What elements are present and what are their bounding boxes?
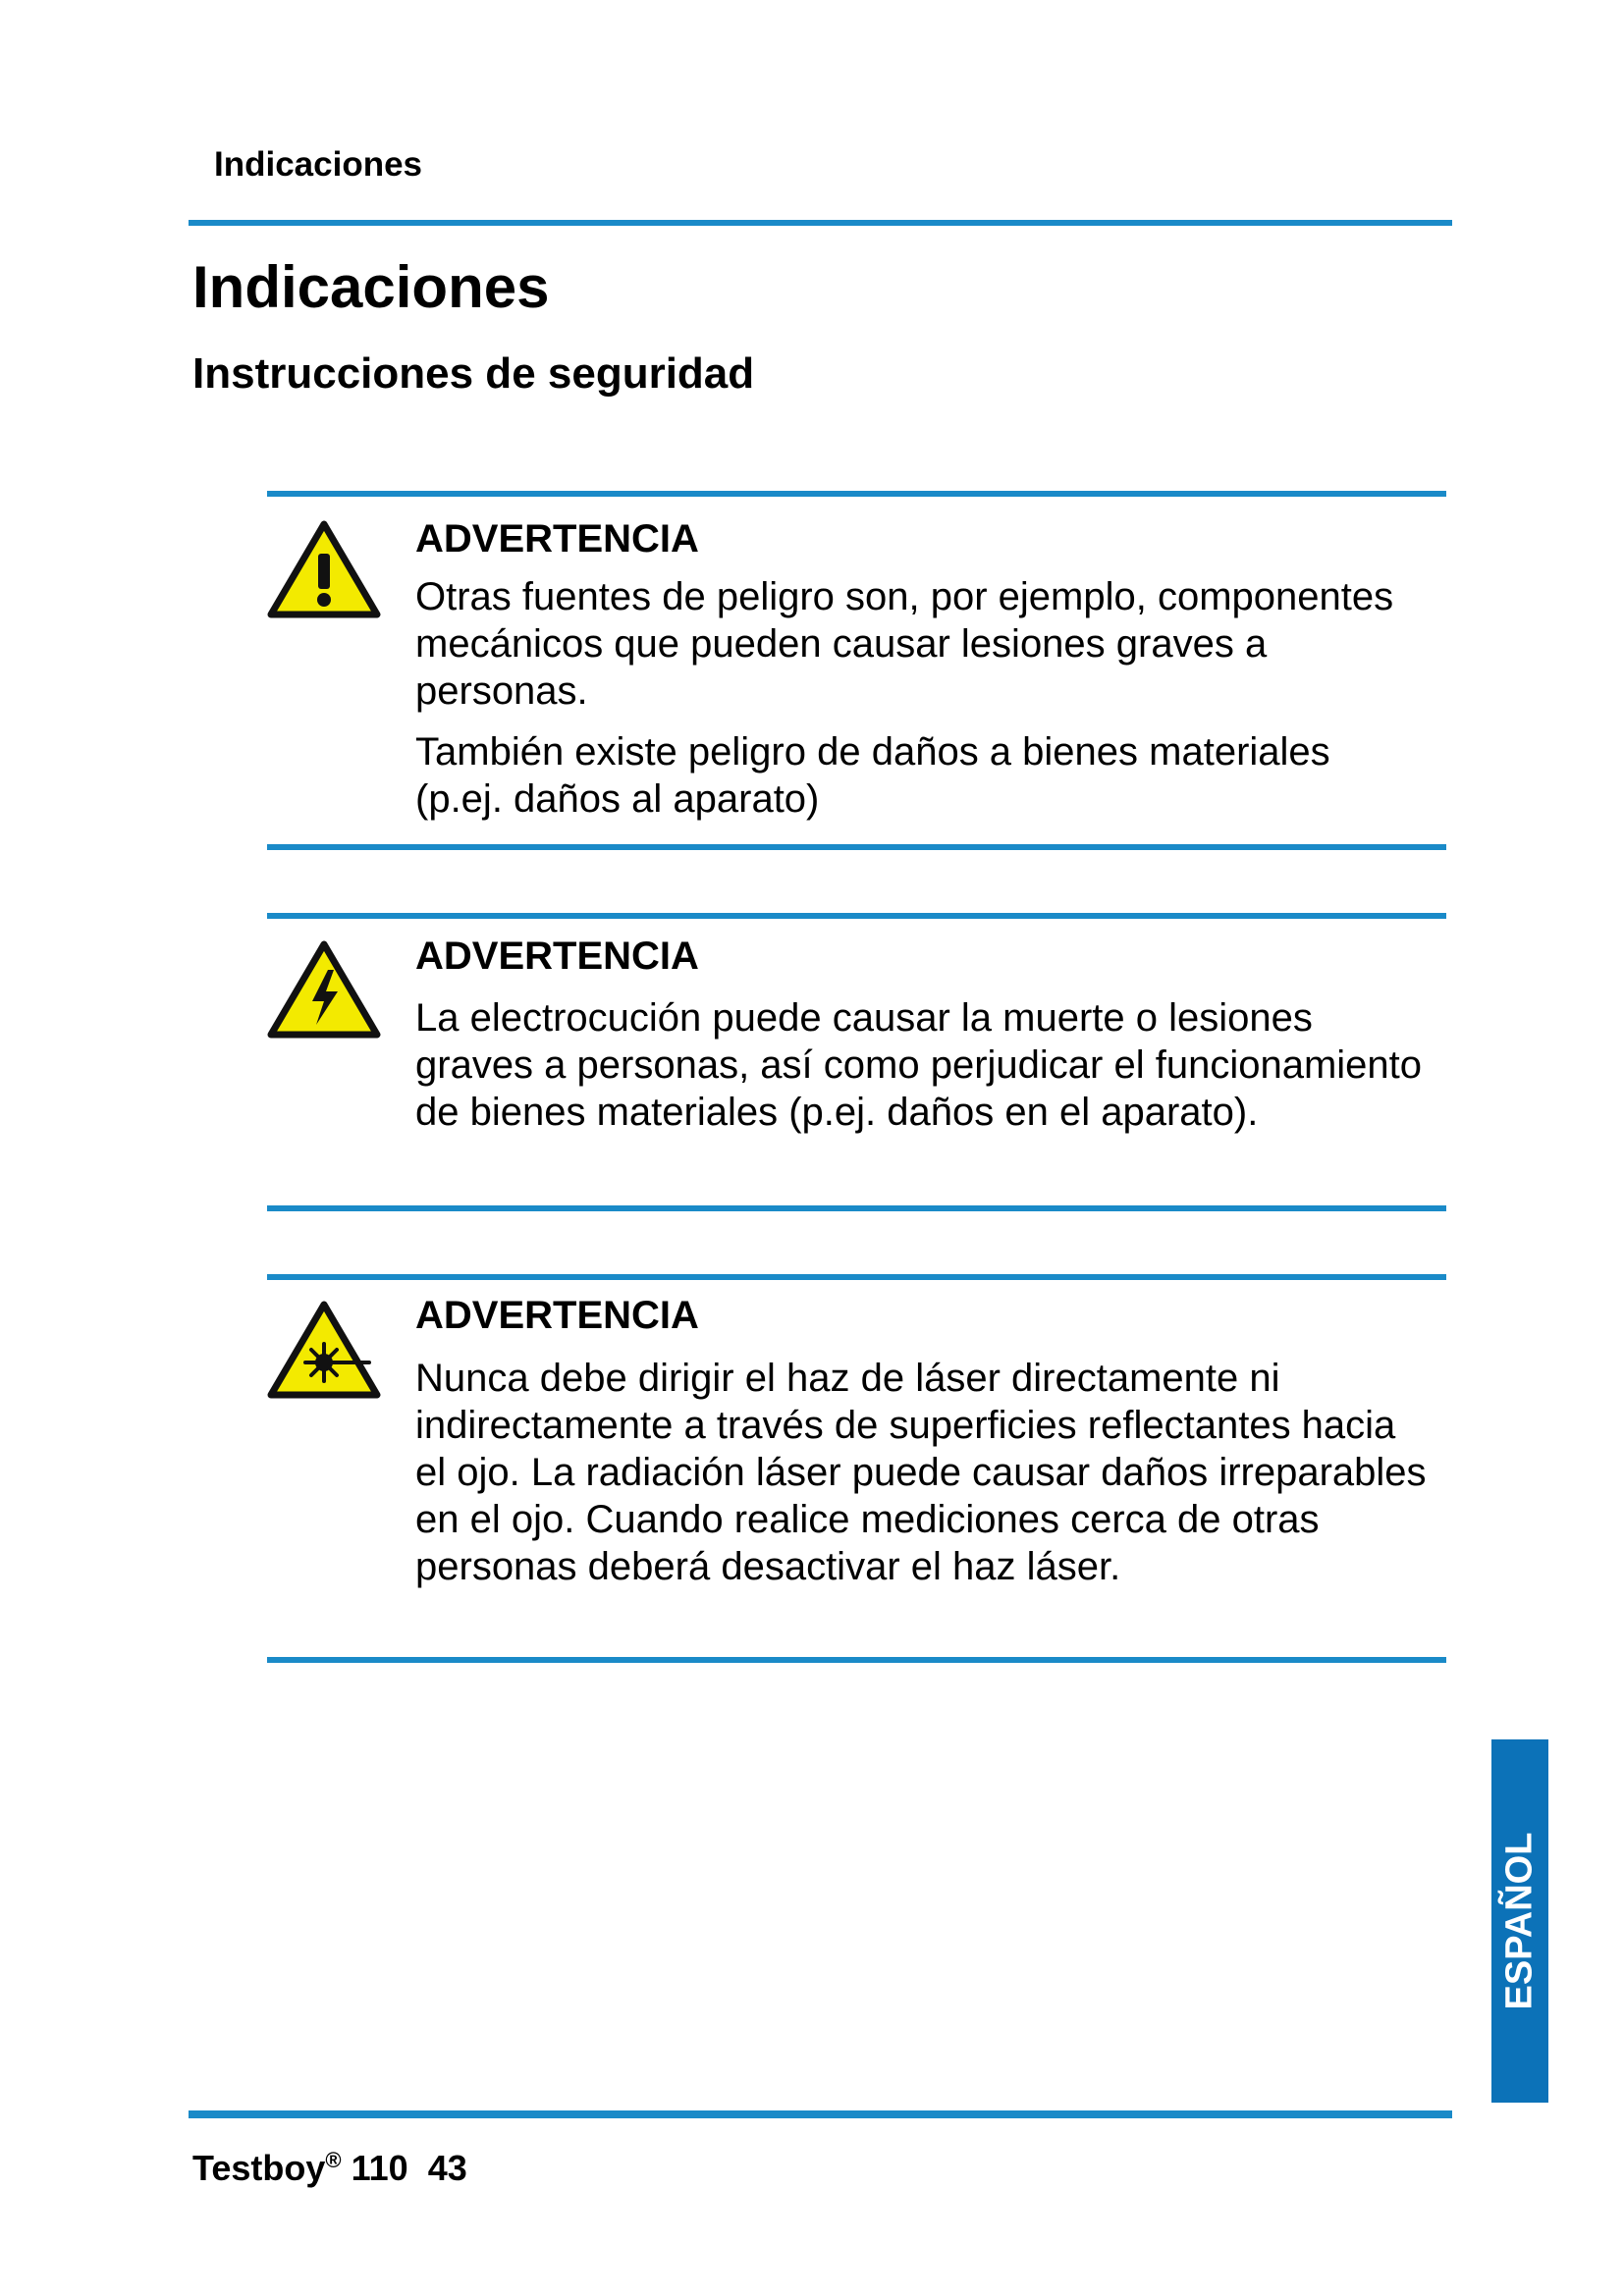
footer-rule: [189, 2110, 1452, 2118]
page-number: 43: [427, 2148, 467, 2188]
warning-1-paragraph-1: Otras fuentes de peligro son, por ejemplo, componentes mecánicos que pueden causar lesiones graves a personas.: [415, 575, 1394, 713]
warning-2-text: [415, 994, 1427, 1136]
warning-2-bottom-rule: [267, 1205, 1446, 1211]
warning-1-title: ADVERTENCIA: [415, 517, 699, 561]
laser-warning-icon: [267, 1301, 381, 1399]
footer: [192, 2148, 467, 2189]
registered-mark: ®: [325, 2148, 342, 2172]
warning-2-title: ADVERTENCIA: [415, 934, 699, 978]
warning-2-paragraph-1: La electrocución puede causar la muerte o lesiones graves a personas, así como perjudicar el funcionamiento de bienes materiales (p.ej. daños en el aparato).: [415, 996, 1422, 1134]
footer-product: Testboy: [192, 2148, 326, 2188]
page-title: Indicaciones: [192, 254, 550, 320]
language-tab-label: ESPAÑOL: [1498, 1832, 1541, 2010]
language-side-tab: [1491, 1739, 1548, 2103]
section-title: Instrucciones de seguridad: [192, 349, 755, 398]
warning-3-bottom-rule: [267, 1657, 1446, 1663]
warning-3-top-rule: [267, 1274, 1446, 1280]
warning-3-title: ADVERTENCIA: [415, 1294, 699, 1337]
header-rule: [189, 220, 1452, 226]
exclamation-warning-icon: [267, 520, 381, 618]
warning-1-paragraph-2: También existe peligro de daños a bienes materiales (p.ej. daños al aparato): [415, 730, 1330, 821]
warning-2-top-rule: [267, 913, 1446, 919]
footer-model: 110: [351, 2148, 408, 2188]
warning-1-top-rule: [267, 491, 1446, 497]
warning-3-paragraph-1: Nunca debe dirigir el haz de láser directamente ni indirectamente a través de superficies reflectantes hacia el ojo. La radiación láser puede causar daños irreparables en el ojo. Cuando realice mediciones cerca de otras personas deberá desactivar el haz láser.: [415, 1357, 1427, 1588]
warning-1-bottom-rule: [267, 844, 1446, 850]
warning-1-text: [415, 573, 1427, 823]
running-header: Indicaciones: [214, 145, 423, 184]
warning-3-text: [415, 1355, 1427, 1590]
electric-shock-warning-icon: [267, 940, 381, 1039]
